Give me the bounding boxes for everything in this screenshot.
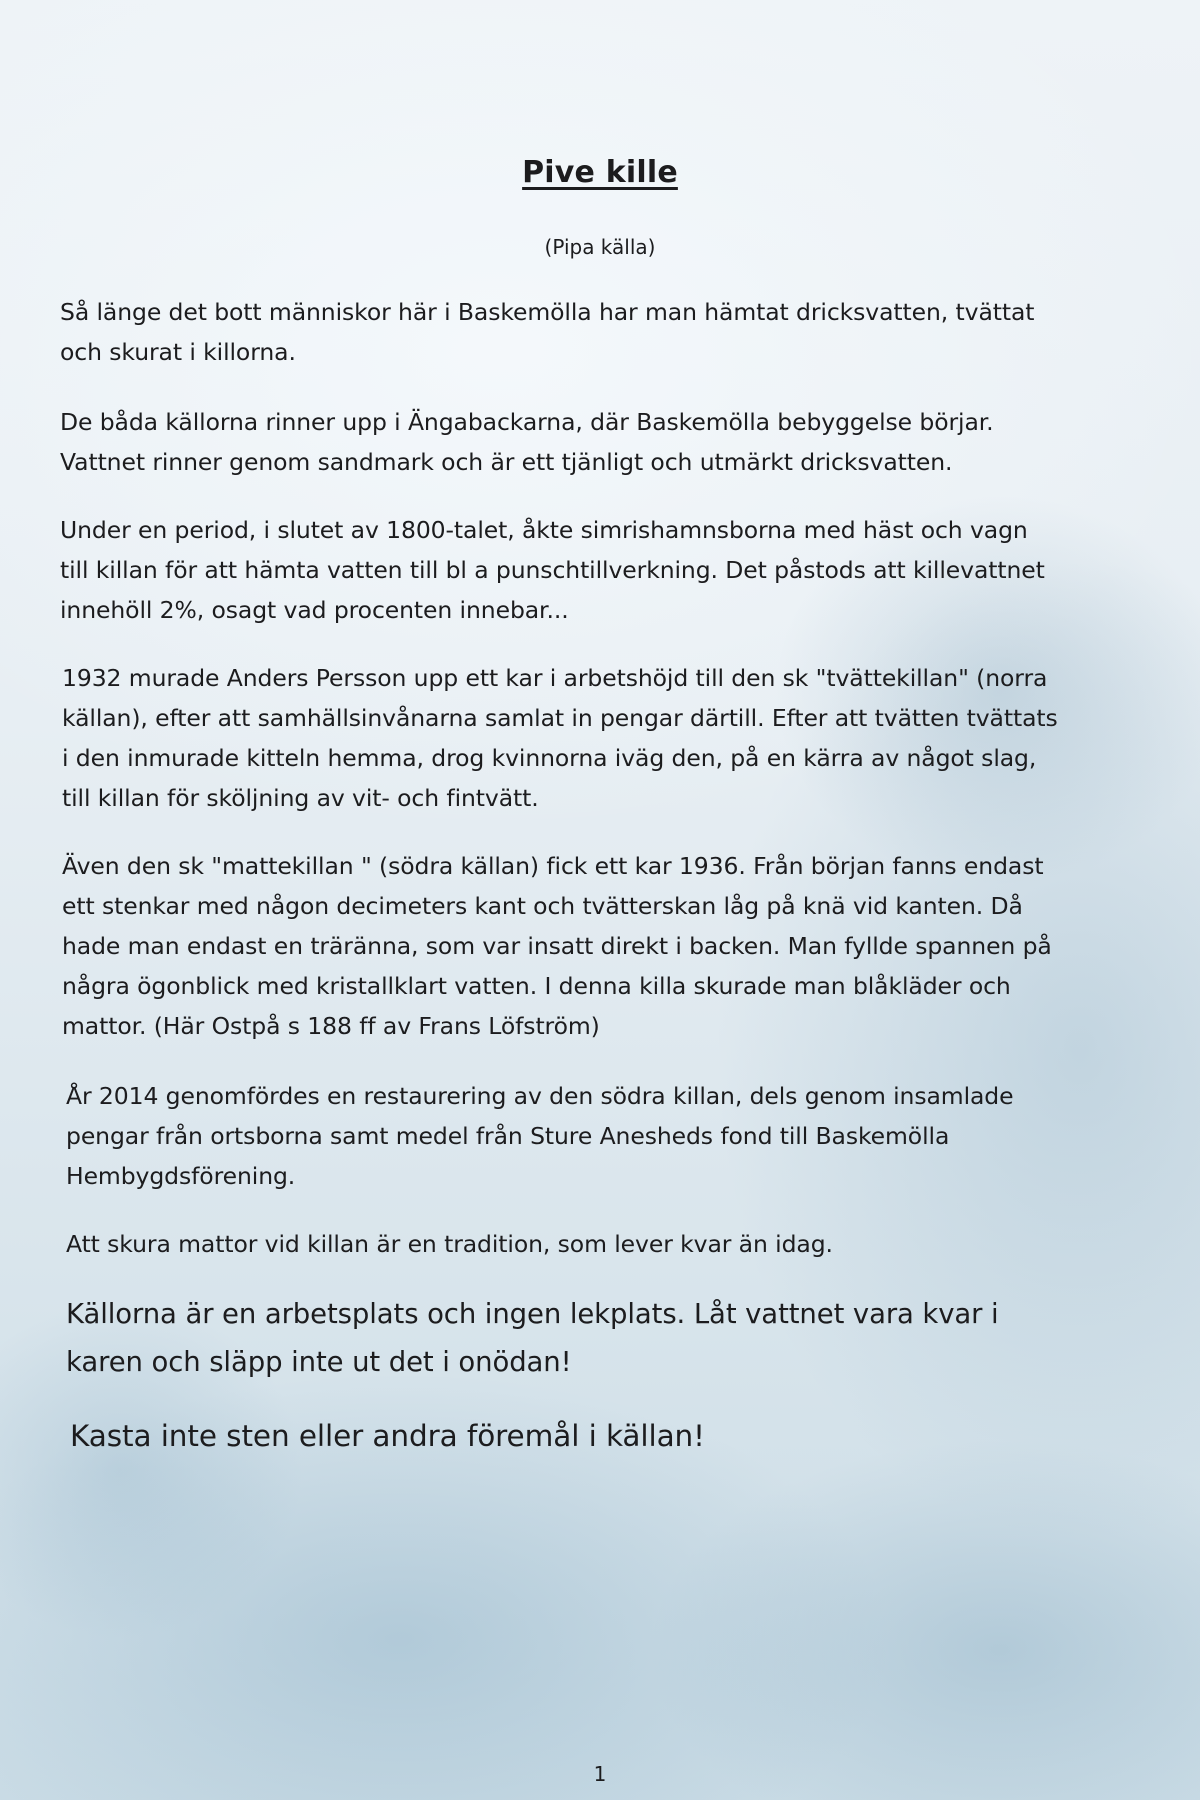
page-number: 1 xyxy=(593,1762,607,1786)
notice-line: Källorna är en arbetsplats och ingen lekplats. Låt vattnet vara kvar i xyxy=(66,1298,999,1330)
paragraph-1 xyxy=(60,292,1150,372)
paragraph-line: i den inmurade kitteln hemma, drog kvinnorna iväg den, på en kärra av något slag, xyxy=(62,744,1037,772)
notice-line: Kasta inte sten eller andra föremål i källan! xyxy=(70,1419,705,1453)
paragraph-line: Hembygdsförening. xyxy=(66,1162,296,1190)
paragraph-line: till killan för att hämta vatten till bl a punschtillverkning. Det påstods att killevattnet xyxy=(60,556,1045,584)
paragraph-4 xyxy=(62,658,1152,818)
paragraph-line: Så länge det bott människor här i Baskemölla har man hämtat dricksvatten, tvättat xyxy=(60,298,1035,326)
paragraph-line: De båda källorna rinner upp i Ängabackarna, där Baskemölla bebyggelse börjar. xyxy=(60,408,994,436)
paragraph-6 xyxy=(66,1076,1156,1196)
document-subtitle: (Pipa källa) xyxy=(544,235,656,259)
paragraph-line: Att skura mattor vid killan är en tradition, som lever kvar än idag. xyxy=(66,1230,833,1258)
paragraph-line: Vattnet rinner genom sandmark och är ett tjänligt och utmärkt dricksvatten. xyxy=(60,448,953,476)
paragraph-line: mattor. (Här Ostpå s 188 ff av Frans Löfström) xyxy=(62,1012,600,1040)
paragraph-line: År 2014 genomfördes en restaurering av den södra killan, dels genom insamlade xyxy=(66,1082,1014,1110)
paragraph-line: hade man endast en träränna, som var insatt direkt i backen. Man fyllde spannen på xyxy=(62,932,1052,960)
paragraph-line: pengar från ortsborna samt medel från Sture Anesheds fond till Baskemölla xyxy=(66,1122,950,1150)
paragraph-line: ett stenkar med någon decimeters kant och tvätterskan låg på knä vid kanten. Då xyxy=(62,892,1023,920)
paragraph-line: källan), efter att samhällsinvånarna samlat in pengar därtill. Efter att tvätten tvättats xyxy=(62,704,1058,732)
paragraph-5 xyxy=(62,846,1152,1046)
paragraph-line: Även den sk "mattekillan " (södra källan) fick ett kar 1936. Från början fanns endast xyxy=(62,852,1044,880)
paragraph-line: 1932 murade Anders Persson upp ett kar i arbetshöjd till den sk "tvättekillan" (norra xyxy=(62,664,1048,692)
paragraph-line: några ögonblick med kristallklart vatten. I denna killa skurade man blåkläder och xyxy=(62,972,1011,1000)
paragraph-line: Under en period, i slutet av 1800-talet, åkte simrishamnsborna med häst och vagn xyxy=(60,516,1028,544)
paragraph-line: innehöll 2%, osagt vad procenten innebar... xyxy=(60,596,569,624)
paragraph-7 xyxy=(66,1224,1156,1264)
paragraph-line: och skurat i killorna. xyxy=(60,338,296,366)
paragraph-2 xyxy=(60,402,1150,482)
paragraph-3 xyxy=(60,510,1150,630)
notice-no-stones xyxy=(70,1412,1160,1460)
paragraph-line: till killan för sköljning av vit- och fintvätt. xyxy=(62,784,539,812)
document-title: Pive kille xyxy=(522,155,678,190)
notice-line: karen och släpp inte ut det i onödan! xyxy=(66,1346,572,1378)
notice-workplace xyxy=(66,1290,1156,1386)
